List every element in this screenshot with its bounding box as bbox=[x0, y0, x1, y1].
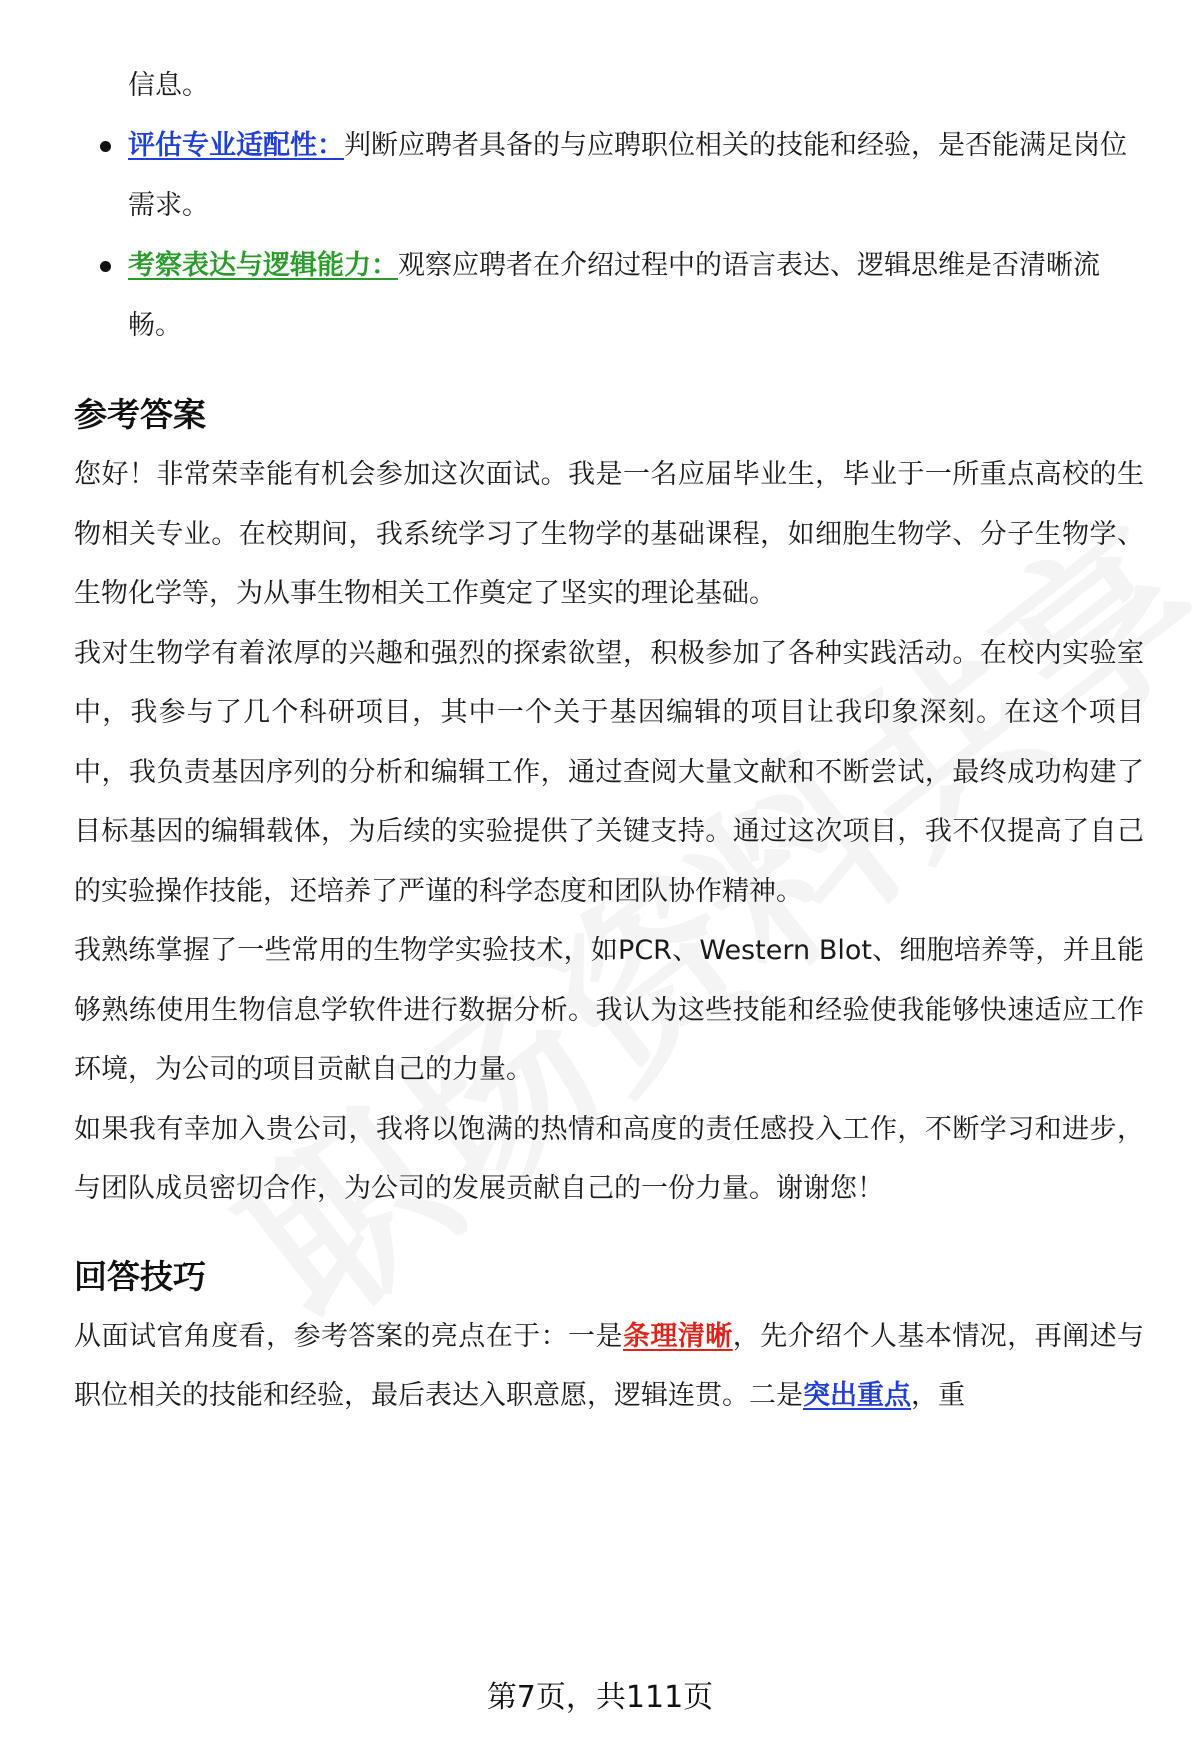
tips-text-2: ，先介绍个人基本情况，再阐述与职位相关的技能和经验，最后表达入职意愿，逻辑连贯。二是 bbox=[74, 1320, 1145, 1411]
tips-heading: 回答技巧 bbox=[74, 1256, 206, 1296]
tips-text-1: 从面试官角度看，参考答案的亮点在于：一是 bbox=[74, 1320, 623, 1352]
bullet-text-fit: 判断应聘者具备的与应聘职位相关的技能和经验，是否能满足岗位需求。 bbox=[128, 130, 1127, 221]
page-content bbox=[74, 56, 1144, 1426]
reference-paragraph: 我对生物学有着浓厚的兴趣和强烈的探索欲望，积极参加了各种实践活动。在校内实验室中，我参与了几个科研项目，其中一个关于基因编辑的项目让我印象深刻。在这个项目中，我负责基因序列的分析和编辑工作，通过查阅大量文献和不断尝试，最终成功构建了目标基因的编辑载体，为后续的实验提供了关键支持。通过这次项目，我不仅提高了自己的实验操作技能，还培养了严谨的科学态度和团队协作精神。 bbox=[74, 637, 1144, 907]
tips-paragraph bbox=[74, 1307, 1144, 1426]
purpose-list bbox=[74, 116, 1144, 356]
page-number: 第7页，共111页 bbox=[486, 1680, 714, 1715]
bullet-label-fit: 评估专业适配性： bbox=[128, 130, 344, 161]
list-item bbox=[74, 236, 1144, 356]
reference-paragraph: 您好！非常荣幸能有机会参加这次面试。我是一名应届毕业生，毕业于一所重点高校的生物相关专业。在校期间，我系统学习了生物学的基础课程，如细胞生物学、分子生物学、生物化学等，为从事生物相关工作奠定了坚实的理论基础。 bbox=[74, 459, 1144, 609]
list-item bbox=[74, 116, 1144, 236]
highlight-clear-structure: 条理清晰 bbox=[622, 1320, 733, 1352]
intro-tail: 信息。 bbox=[128, 70, 209, 101]
highlight-key-points: 突出重点 bbox=[803, 1380, 911, 1411]
bullet-label-expression: 考察表达与逻辑能力： bbox=[128, 250, 398, 281]
bullet-text-expression: 观察应聘者在介绍过程中的语言表达、逻辑思维是否清晰流畅。 bbox=[128, 250, 1100, 341]
reference-heading: 参考答案 bbox=[74, 395, 206, 434]
tips-text-3: ，重 bbox=[911, 1380, 965, 1411]
reference-paragraph: 如果我有幸加入贵公司，我将以饱满的热情和高度的责任感投入工作，不断学习和进步，与团队成员密切合作，为公司的发展贡献自己的一份力量。谢谢您！ bbox=[74, 1113, 1144, 1204]
reference-paragraph: 我熟练掌握了一些常用的生物学实验技术，如PCR、Western Blot、细胞培养等，并且能够熟练使用生物信息学软件进行数据分析。我认为这些技能和经验使我能够快速适应工作环境，为公司的项目贡献自己的力量。 bbox=[74, 935, 1144, 1085]
